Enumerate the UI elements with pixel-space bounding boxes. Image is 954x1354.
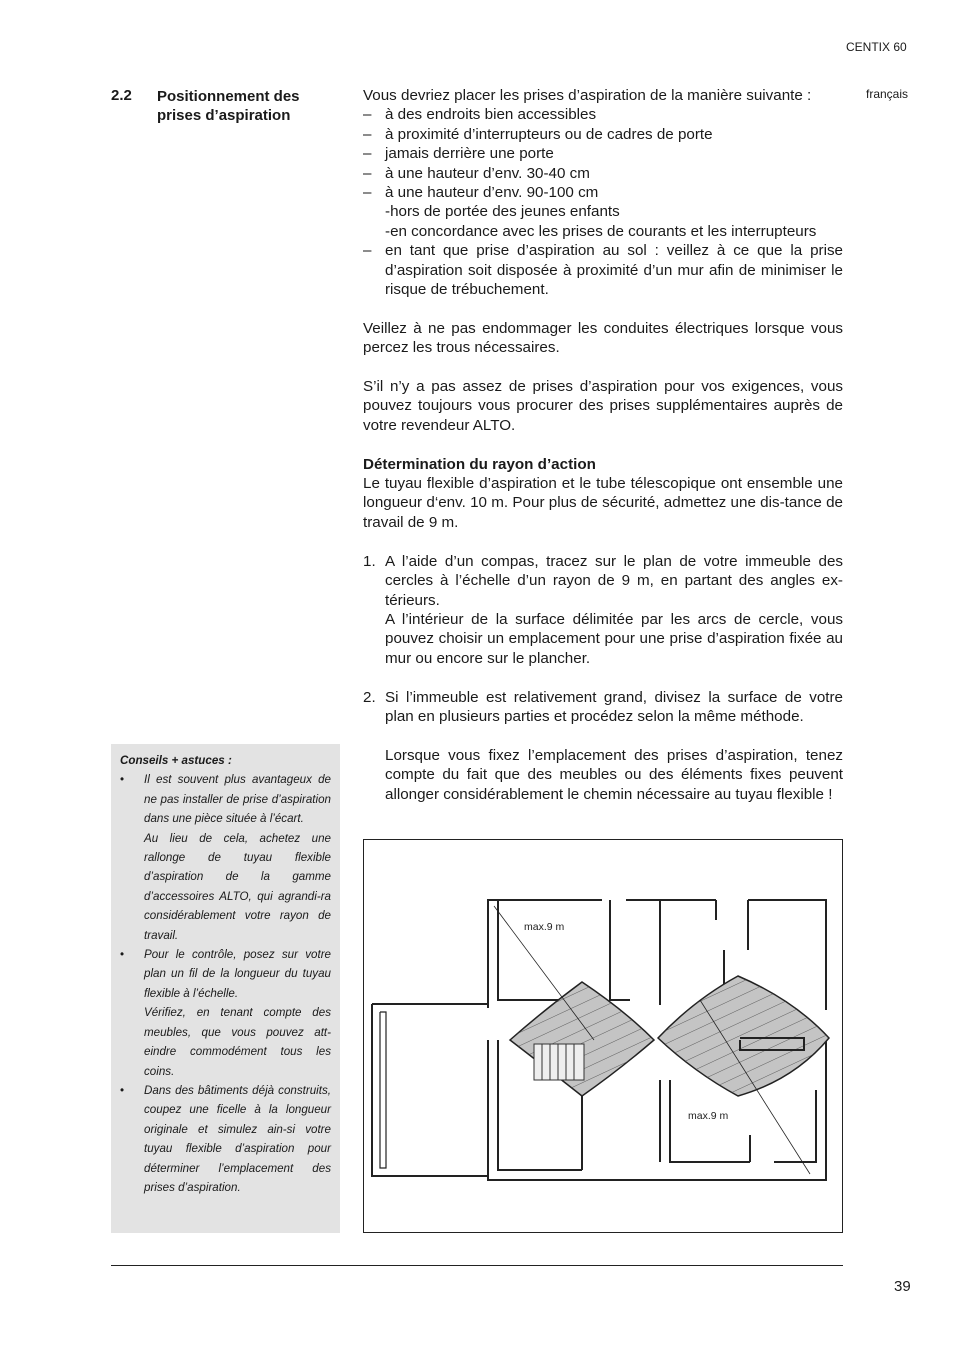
language-label: français <box>866 87 909 101</box>
section-title-line2: prises d’aspiration <box>157 107 291 124</box>
tip-item: • Pour le contrôle, posez sur votre plan un fil de la longueur du tuyau flexible à l’échelle. Vérifiez, en tenant compte des meubles, que vous pouvez att-eindre commodément tous les coins. <box>120 948 331 1078</box>
section-number: 2.2 <box>111 87 132 104</box>
paragraph-supply: S’il n’y a pas assez de prises d’aspiration pour vos exigences, vous pouvez toujours vous procurer des prises supplémentaires auprès de votre revendeur ALTO. <box>363 378 843 434</box>
tips-title: Conseils + astuces : <box>120 754 232 767</box>
paragraph-radius: Le tuyau flexible d’aspiration et le tube télescopique ont ensemble une longueur d‘env. 10 m. Pour plus de sécurité, admettez une dis-tance de travail de 9 m. <box>363 475 843 531</box>
step-text: Lorsque vous fixez l’emplacement des prises d’aspiration, tenez compte du fait que des meubles ou des éléments fixes peuvent allonger considérablement le chemin nécessaire au tuyau flexible ! <box>385 746 843 803</box>
list-item: – à une hauteur d’env. 30-40 cm <box>363 164 590 182</box>
tip-item: • Il est souvent plus avantageux de ne pas installer de prise d’aspiration dans une pièce située à l’écart. Au lieu de cela, achetez une rallonge de tuyau flexible d’aspiration de la gamme d’accessoires ALTO, qui agrandi-ra considérablement votre rayon de travail. <box>120 773 331 942</box>
step-text: A l’intérieur de la surface délimitée par les arcs de cercle, vous pouvez choisir un emplacement pour une prise d’aspiration fixée au mur ou encore sur le plancher. <box>385 610 843 667</box>
section-title-line1: Positionnement des <box>157 88 300 105</box>
tips-box <box>111 744 340 1233</box>
page-number: 39 <box>894 1278 911 1295</box>
step-text: Si l’immeuble est relativement grand, divisez la surface de votre plan en plusieurs parties et procédez selon la même méthode. <box>385 688 843 725</box>
main-text <box>363 86 843 804</box>
stair-symbol <box>534 1044 584 1080</box>
list-item: – jamais derrière une porte <box>363 145 554 163</box>
list-item: – à proximité d’interrupteurs ou de cadres de porte <box>363 125 713 143</box>
numbered-step: 2. Si l’immeuble est relativement grand, divisez la surface de votre plan en plusieurs parties et procédez selon la même méthode. Lorsque vous fixez l’emplacement des prises d’aspiration, tenez compte du fait que des meubles ou des éléments fixes peuvent allonger considérablement le chemin nécessaire au tuyau flexible ! <box>363 688 843 803</box>
footer-rule <box>111 1265 843 1266</box>
numbered-step: 1. A l’aide d’un compas, tracez sur le plan de votre immeuble des cercles à l’échelle d’un rayon de 9 m, en partant des angles ex-térieurs. A l’intérieur de la surface délimitée par les arcs de cercle, vous pouvez choisir un emplacement pour une prise d’aspiration fixée au mur ou encore sur le plancher. <box>363 552 843 667</box>
list-item: – en tant que prise d’aspiration au sol : veillez à ce que la prise d’aspiration soit disposée à proximité d’un mur afin de minimiser le risque de trébuchement. <box>363 242 843 299</box>
intro-text: Vous devriez placer les prises d’aspiration de la manière suivante : <box>363 87 812 104</box>
tip-item: • Dans des bâtiments déjà construits, coupez une ficelle à la longueur originale et simulez ain-si votre tuyau flexible d’aspiration pour déterminer l’emplacement des prises d’aspiration. <box>120 1083 331 1194</box>
subheading-radius: Détermination du rayon d’action <box>363 455 596 473</box>
radius-label-top: max.9 m <box>524 921 565 933</box>
radius-label-bottom: max.9 m <box>688 1110 729 1122</box>
list-item: – à des endroits bien accessibles <box>363 106 597 124</box>
sub-list-item: - hors de portée des jeunes enfants <box>385 203 620 221</box>
floor-plan-drawing <box>364 840 842 1232</box>
section-title <box>157 87 347 125</box>
paragraph-electric: Veillez à ne pas endommager les conduites électriques lorsque vous percez les trous nécessaires. <box>363 319 843 357</box>
sub-list-item: - en concordance avec les prises de courants et les interrupteurs <box>385 222 817 240</box>
list-item: – à une hauteur d’env. 90-100 cm <box>363 184 599 202</box>
step-text: A l’aide d’un compas, tracez sur le plan de votre immeuble des cercles à l’échelle d’un rayon de 9 m, en partant des angles ex-térieurs. <box>385 552 843 609</box>
floor-plan-figure <box>363 839 843 1233</box>
product-name: CENTIX 60 <box>846 40 907 54</box>
